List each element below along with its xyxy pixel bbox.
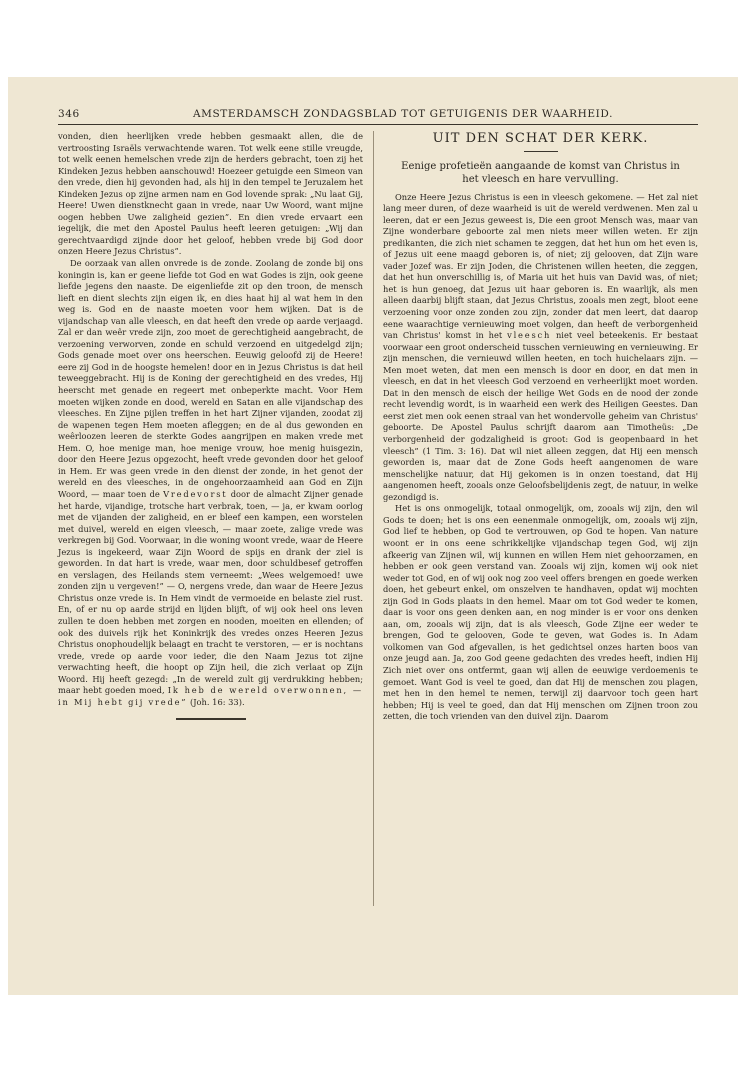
left-column [58, 131, 363, 720]
paragraph-text: Onze Heere Jezus Christus is een in vleesch gekomene. — Het zal niet lang meer duren, of deze waarheid is uit de wereld verdwenen. Men zal u leeren, dat er een Jezus geweest is, Die een groot Mensch was, maar van Zijne wonderbare geboorte zal men niets meer willen weten. Er zijn predikanten, die zich niet schamen te zeggen, dat het hun om het even is, of Jezus uit eene maagd geboren is, of niet; zij gelooven, dat Zijn ware vader Jozef was. Er zijn Joden, die Christenen willen heeten, die zeggen, dat het hun onverschillig is, of Maria uit het huis van David was, of niet; het is hun genoeg, dat Jezus uit haar geboren is. En waarlijk, als men alleen daarbij blijft staan, dat Jezus Christus, zooals men zegt, bloot eene verzoening voor onze zonden zou zijn, zonder dat men leert, dat daarop eene waarachtige vernieuwing moet volgen, dan heeft de verborgenheid van Christus' komst in het [383, 191, 698, 341]
paragraph-text: De oorzaak van allen onvrede is de zonde. Zoolang de zonde bij ons koningin is, kan er geene liefde tot God en wat Godes is zijn, ook geene liefde jegens den naaste. De eigenliefde zit op den troon, de mensch lieft en dient slechts zijn eigen ik, en dies haat hij al wat hem in den weg is. God en de naaste moeten voor hem wijken. Dat is de vijandschap van alle vleesch, en dat heeft den vrede op aarde verjaagd. Zal er dan weêr vrede zijn, zoo moet de gerechtigheid aangebracht, de verzoening verworven, zonde en schuld verzoend en uitgedelgd zijn; Gods genade moet over ons heerschen. Eeuwig geloofd zij de Heere! eere zij God in de hoogste hemelen! door en in Jezus Christus is dat heil teweeggebracht. Hij is de Koning der gerechtigheid en des vredes, Hij heerscht met genade en regeert met onbeperkte macht. Voor Hem moeten wijken zonde en dood, wereld en Satan en alle vijandschap des vleesches. En Zijne pijlen treffen in het hart Zijner vijanden, zoodat zij de wapenen tegen Hem moeten afleggen; en de al dus gewonden en weêrloozen leeren de sterkte Godes aangrijpen en maken vrede met Hem. O, hoe menige man, hoe menige vrouw, hoe menig huisgezin, door den Heere Jezus opgezocht, heeft vrede gevonden door het geloof in Hem. Er was geen vrede in den dienst der zonde, in het genot der wereld en des vleesches, in de ongehoorzaamheid aan God en Zijn Woord, — maar toen de [58, 258, 363, 499]
section-title: UIT DEN SCHAT DER KERK. [432, 131, 649, 146]
paragraph-text: door de almacht Zijner genade het harde, vijandige, trotsche hart verbrak, toen, — ja, er kwam oorlog met de vijanden der zaligheid, en er bleef een kampen, een worstelen met duivel, wereld en eigen vleesch, — maar zoete, zalige vrede was verkregen bij God. Voorwaar, in die woning woont vrede, waar de Heere Jezus is ingekeerd, waar Zijn Woord de spijs en drank der ziel is geworden. In dat hart is vrede, waar men, door schuldbesef getroffen en verslagen, des Heilands stem verneemt: „Wees welgemoed! uwe zonden zijn u vergeven!” — O, nergens vrede, dan waar de Heere Jezus Christus onze vrede is. In Hem vindt de vermoeide en belaste ziel rust. En, of er nu op aarde strijd en lijden blijft, of wij ook heel ons leven zullen te doen hebben met zorgen en nooden, moeiten en ellenden; of ook des duivels rijk het Koninkrijk des vredes onzes Heeren Jezus Christus onophoudelijk belaagt en tracht te verstoren, — er is nochtans vrede, vrede op aarde voor ieder, die den Naam Jezus tot zijne verwachting heeft, die hoopt op Zijn heil, die zich verlaat op Zijn Woord. Hij heeft gezegd: „In de wereld zult gij verdrukking hebben; maar hebt goeden moed, [58, 488, 363, 696]
masthead-title: AMSTERDAMSCH ZONDAGSBLAD TOT GETUIGENIS DER WAARHEID. [192, 108, 614, 120]
page-header [58, 102, 698, 125]
scripture-reference: (Joh. 16: 33). [189, 696, 245, 707]
article-subtitle: Eenige profetieën aangaande de komst van Christus in het vleesch en hare vervulling. [401, 160, 680, 185]
right-column [383, 131, 698, 723]
title-rule [524, 151, 558, 152]
page-number: 346 [58, 108, 80, 120]
paragraph [58, 258, 363, 708]
paragraph: vonden, dien heerlijken vrede hebben gesmaakt allen, die de vertroosting Israëls verwachtende waren. Tot welk eene stille vreugde, tot welk eenen hemelschen vrede zijn de herders gebracht, toen zij het Kindeken Jezus hebben aanschouwd! Hoezeer getuigde een Simeon van den vrede, dien hij gevonden had, als hij in den tempel te Jeruzalem het Kindeken Jezus op zijne armen nam en God lovende sprak: „Nu laat Gij, Heere! Uwen dienstknecht gaan in vrede, naar Uw Woord, want mijne oogen hebben Uwe zaligheid gezien”. En dien vrede ervaart een iegelijk, die met den Apostel Paulus heeft leeren getuigen: „Wij dan gerechtvaardigd zijnde door het geloof, hebben vrede bij God door onzen Heere Jezus Christus”. [58, 131, 363, 257]
paragraph: Het is ons onmogelijk, totaal onmogelijk, om, zooals wij zijn, den wil Gods te doen; het is ons een eenenmale onmogelijk, om, zooals wij zijn, God lief te hebben, op God te vertrouwen, op God te hopen. Van nature woont er in ons eene schrikkelijke vijandschap tegen God, wij zijn afkeerig van Zijnen wil, wij kunnen en willen Hem niet gehoorzamen, en hebben er ook geen verstand van. Zooals wij zijn, komen wij ook niet weder tot God, en of wij ook nog zoo veel offers brengen en goede werken doen, het gebeurt enkel, om onszelven te handhaven, opdat wij mochten zijn God in Gods plaats in den hemel. Maar om tot God weder te komen, daar is voor ons geen denken aan, en nog minder is er voor ons denken aan, om, zooals wij zijn, dat is als vleesch, Gode Zijne eer weder te brengen, God te gelooven, Gode te geven, wat Godes is. In Adam volkomen van God afgevallen, is het gedichtsel onzes harten boos van onze jeugd aan. Ja, zoo God geene gedachten des vredes heeft, indien Hij Zich niet over ons ontfermt, gaan wij allen de eeuwige verdoemenis te gemoet. Want God is veel te goed, dan dat Hij de menschen zou plagen, met hen in den hemel te nemen, terwijl zij daarvoor toch geen hart hebben; Hij is veel te goed, dan dat Hij menschen om Zijnen troon zou zetten, die toch vrienden van den duivel zijn. Daarom [383, 503, 698, 722]
newspaper-page [8, 77, 738, 995]
spaced-word: vleesch [507, 330, 552, 341]
paragraph-text: niet veel beteekenis. Er bestaat voorwaar een groot onderscheid tusschen vernieuwing en vernieuwing. Er zijn menschen, die vernieuwd willen heeten, en toch huichelaars zijn. — Men moet weten, dat men een mensch is door en door, en dat men in vleesch, en dat in het vleesch God verzoend en verheerlijkt moet worden. Dat in den mensch de eisch der heilige Wet Gods en de nood der zonde recht levendig wordt, is in waarheid een werk des Heiligen Geestes. Dan eerst ziet men ook eenen straal van het wondervolle geheim van Christus' geboorte. De Apostel Paulus schrijft daarom aan Timotheüs: „De verborgenheid der godzaligheid is groot: God is geopenbaard in het vleesch” (1 Tim. 3: 16). Dat wil niet alleen zeggen, dat Hij een mensch geworden is, maar dat de Zone Gods heeft aangenomen de ware menschelijke natuur, dat Hij gekomen is in onzen toestand, dat Hij aangenomen heeft, zooals onze Geloofsbelijdenis zegt, de natuur, in welke gezondigd is. [383, 330, 699, 502]
spaced-quote: Ik heb de wereld overwonnen, — in Mij hebt gij vrede” [58, 685, 363, 707]
article-end-rule [176, 718, 246, 720]
spaced-word: Vredevorst [163, 488, 228, 499]
column-divider [373, 131, 374, 906]
paragraph [383, 192, 698, 504]
